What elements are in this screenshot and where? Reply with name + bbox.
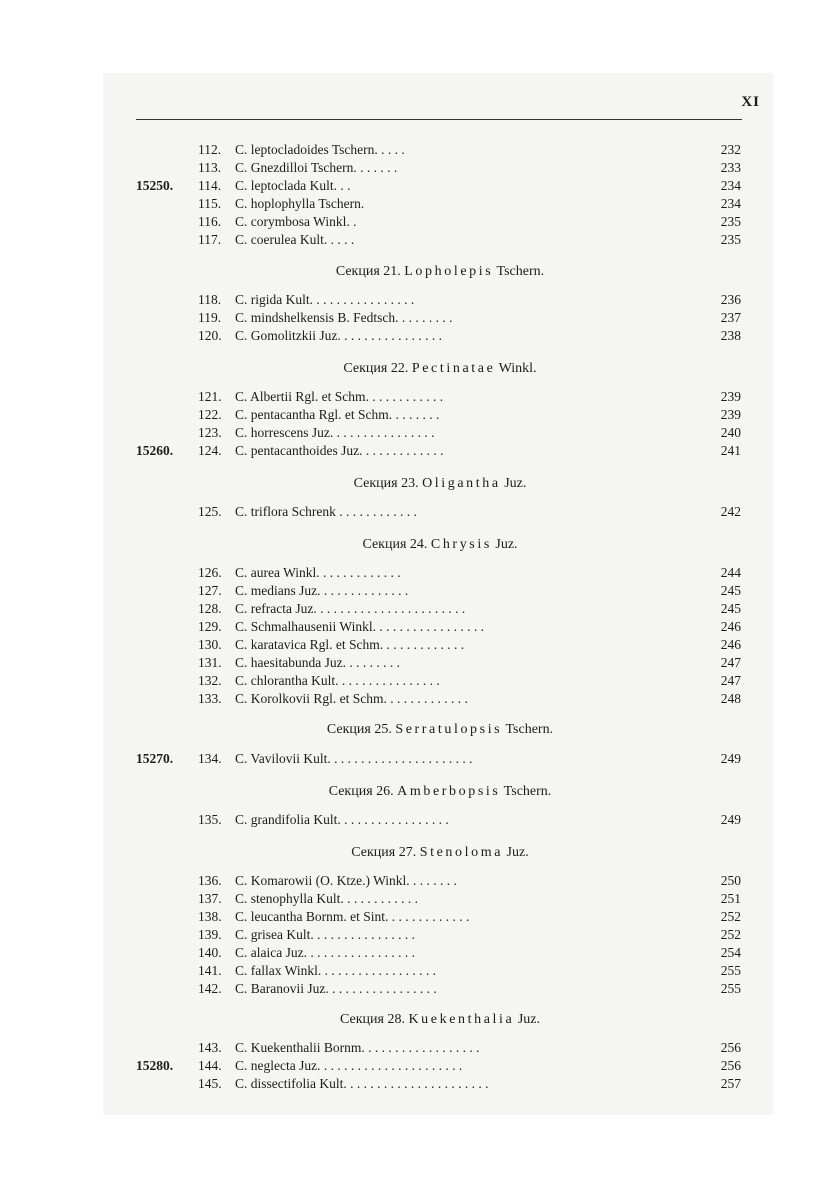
- species-name: C. neglecta Juz. . . . . . . . . . . . . . . . . . . . . .: [235, 1058, 463, 1073]
- list-item: [0, 231, 840, 249]
- page-ref: 235: [720, 214, 741, 229]
- section-label: Секция 23.: [353, 476, 419, 491]
- species-name: C. refracta Juz. . . . . . . . . . . . . . . . . . . . . . .: [235, 601, 466, 616]
- archive-number: 15280.: [136, 1058, 174, 1073]
- species-name: C. pentacantha Rgl. et Schm. . . . . . . .: [235, 407, 440, 422]
- list-item: [0, 672, 840, 690]
- section-name: Oligantha: [422, 476, 501, 491]
- section-name: Amberbopsis: [397, 784, 501, 799]
- section-label: Секция 26.: [328, 784, 394, 799]
- species-name: C. Gnezdilloi Tschern. . . . . . .: [235, 160, 398, 175]
- species-name: C. Albertii Rgl. et Schm. . . . . . . . . . . .: [235, 389, 444, 404]
- archive-number: 15270.: [136, 751, 174, 766]
- list-item: [0, 690, 840, 708]
- header-rule: [136, 119, 742, 120]
- list-item: [0, 1075, 840, 1093]
- page-ref: 252: [720, 927, 741, 942]
- list-item: [0, 962, 840, 980]
- page-ref: 252: [720, 909, 741, 924]
- page-ref: 236: [720, 292, 741, 307]
- list-item: [0, 177, 840, 195]
- list-item: [0, 327, 840, 345]
- section-label: Секция 22.: [343, 361, 409, 376]
- list-item: [0, 1057, 840, 1075]
- list-item: [0, 618, 840, 636]
- section-name: Serratulopsis: [395, 722, 503, 737]
- species-name: C. medians Juz. . . . . . . . . . . . . .: [235, 583, 409, 598]
- section-author: Juz.: [495, 537, 518, 552]
- list-item: [0, 159, 840, 177]
- section-heading: [0, 843, 840, 863]
- list-item: [0, 442, 840, 460]
- section-author: Tschern.: [496, 264, 545, 279]
- section-label: Секция 24.: [362, 537, 428, 552]
- section-author: Tschern.: [505, 722, 554, 737]
- species-name: C. Schmalhausenii Winkl. . . . . . . . . . . . . . . . .: [235, 619, 484, 634]
- page-ref: 245: [720, 601, 741, 616]
- species-name: C. grandifolia Kult. . . . . . . . . . . . . . . . .: [235, 812, 449, 827]
- entry-number: 130.: [198, 637, 222, 652]
- entry-number: 136.: [198, 873, 222, 888]
- page-ref: 245: [720, 583, 741, 598]
- species-name: C. Korolkovii Rgl. et Schm. . . . . . . . . . . . .: [235, 691, 468, 706]
- entry-number: 122.: [198, 407, 222, 422]
- entry-number: 135.: [198, 812, 222, 827]
- page-ref: 254: [720, 945, 741, 960]
- page-ref: 248: [720, 691, 741, 706]
- page-ref: 234: [720, 178, 741, 193]
- archive-number: 15250.: [136, 178, 174, 193]
- section-heading: [0, 535, 840, 555]
- entry-number: 112.: [198, 142, 222, 157]
- section-heading: [0, 262, 840, 282]
- section-name: Kuekenthalia: [408, 1012, 515, 1027]
- species-name: C. Baranovii Juz. . . . . . . . . . . . . . . . .: [235, 981, 437, 996]
- species-name: C. dissectifolia Kult. . . . . . . . . . . . . . . . . . . . . .: [235, 1076, 489, 1091]
- list-item: [0, 1039, 840, 1057]
- section-label: Секция 28.: [340, 1012, 405, 1027]
- species-name: C. chlorantha Kult. . . . . . . . . . . . . . . .: [235, 673, 440, 688]
- list-item: [0, 503, 840, 521]
- entry-number: 144.: [198, 1058, 222, 1073]
- page-number: XI: [741, 94, 760, 110]
- page-ref: 256: [720, 1040, 741, 1055]
- section-name: Pectinatae: [411, 361, 496, 376]
- section-author: Juz.: [506, 845, 529, 860]
- species-name: C. mindshelkensis B. Fedtsch. . . . . . . . .: [235, 310, 453, 325]
- species-name: C. alaica Juz. . . . . . . . . . . . . . . . .: [235, 945, 415, 960]
- page-ref: 257: [720, 1076, 741, 1091]
- entry-number: 123.: [198, 425, 222, 440]
- species-name: C. rigida Kult. . . . . . . . . . . . . . . .: [235, 292, 415, 307]
- species-name: C. haesitabunda Juz. . . . . . . . .: [235, 655, 400, 670]
- list-item: [0, 291, 840, 309]
- list-item: [0, 750, 840, 768]
- page-ref: 256: [720, 1058, 741, 1073]
- entry-number: 131.: [198, 655, 222, 670]
- species-name: C. karatavica Rgl. et Schm. . . . . . . . . . . . .: [235, 637, 465, 652]
- page-ref: 241: [720, 443, 741, 458]
- section-name: Lopholepis: [404, 264, 494, 279]
- entry-number: 140.: [198, 945, 222, 960]
- entry-number: 141.: [198, 963, 222, 978]
- species-name: C. fallax Winkl. . . . . . . . . . . . . . . . . .: [235, 963, 436, 978]
- list-item: [0, 406, 840, 424]
- page-ref: 247: [720, 655, 741, 670]
- section-heading: [0, 1010, 840, 1030]
- list-item: [0, 654, 840, 672]
- list-item: [0, 980, 840, 998]
- entry-number: 116.: [198, 214, 222, 229]
- page-ref: 247: [720, 673, 741, 688]
- species-name: C. coerulea Kult. . . . .: [235, 232, 355, 247]
- section-heading: [0, 720, 840, 740]
- page-ref: 242: [720, 504, 741, 519]
- species-name: C. stenophylla Kult. . . . . . . . . . . .: [235, 891, 418, 906]
- species-name: C. horrescens Juz. . . . . . . . . . . . . . . .: [235, 425, 435, 440]
- entry-number: 121.: [198, 389, 222, 404]
- list-item: [0, 213, 840, 231]
- section-heading: [0, 782, 840, 802]
- section-author: Tschern.: [503, 784, 552, 799]
- entry-number: 115.: [198, 196, 222, 211]
- list-item: [0, 141, 840, 159]
- page-ref: 238: [720, 328, 741, 343]
- page-ref: 239: [720, 407, 741, 422]
- entry-number: 139.: [198, 927, 222, 942]
- entry-number: 133.: [198, 691, 222, 706]
- list-item: [0, 309, 840, 327]
- page-ref: 246: [720, 637, 741, 652]
- entry-number: 145.: [198, 1076, 222, 1091]
- page-ref: 249: [720, 812, 741, 827]
- entry-number: 113.: [198, 160, 222, 175]
- entry-number: 143.: [198, 1040, 222, 1055]
- entry-number: 119.: [198, 310, 222, 325]
- section-name: Stenoloma: [419, 845, 504, 860]
- list-item: [0, 944, 840, 962]
- entry-number: 125.: [198, 504, 222, 519]
- entry-number: 142.: [198, 981, 222, 996]
- entry-number: 127.: [198, 583, 222, 598]
- section-author: Juz.: [517, 1012, 540, 1027]
- entry-number: 114.: [198, 178, 222, 193]
- page-ref: 246: [720, 619, 741, 634]
- page-ref: 240: [720, 425, 741, 440]
- section-heading: [0, 474, 840, 494]
- entry-number: 138.: [198, 909, 222, 924]
- species-name: C. Komarowii (O. Ktze.) Winkl. . . . . . . .: [235, 873, 457, 888]
- entry-number: 128.: [198, 601, 222, 616]
- list-item: [0, 636, 840, 654]
- section-label: Секция 21.: [335, 264, 401, 279]
- species-name: C. aurea Winkl. . . . . . . . . . . . .: [235, 565, 401, 580]
- page-ref: 244: [720, 565, 741, 580]
- entry-number: 124.: [198, 443, 222, 458]
- entry-number: 118.: [198, 292, 222, 307]
- list-item: [0, 890, 840, 908]
- list-item: [0, 872, 840, 890]
- species-name: C. leptocladoides Tschern. . . . .: [235, 142, 405, 157]
- entry-number: 117.: [198, 232, 222, 247]
- section-name: Chrysis: [430, 537, 492, 552]
- entry-number: 137.: [198, 891, 222, 906]
- list-item: [0, 564, 840, 582]
- entry-number: 134.: [198, 751, 222, 766]
- list-item: [0, 811, 840, 829]
- page-ref: 250: [720, 873, 741, 888]
- list-item: [0, 926, 840, 944]
- section-heading: [0, 359, 840, 379]
- species-name: C. pentacanthoides Juz. . . . . . . . . . . . .: [235, 443, 444, 458]
- page-ref: 255: [720, 963, 741, 978]
- page-ref: 233: [720, 160, 741, 175]
- species-name: C. hoplophylla Tschern.: [235, 196, 365, 211]
- entry-number: 132.: [198, 673, 222, 688]
- list-item: [0, 424, 840, 442]
- section-label: Секция 27.: [351, 845, 417, 860]
- page-ref: 235: [720, 232, 741, 247]
- list-item: [0, 600, 840, 618]
- section-label: Секция 25.: [326, 722, 392, 737]
- page-ref: 232: [720, 142, 741, 157]
- species-name: C. leptoclada Kult. . .: [235, 178, 351, 193]
- section-author: Winkl.: [498, 361, 537, 376]
- page-ref: 237: [720, 310, 741, 325]
- section-author: Juz.: [504, 476, 527, 491]
- page-ref: 255: [720, 981, 741, 996]
- page-ref: 239: [720, 389, 741, 404]
- page-ref: 249: [720, 751, 741, 766]
- list-item: [0, 582, 840, 600]
- entry-number: 120.: [198, 328, 222, 343]
- species-name: C. triflora Schrenk . . . . . . . . . . . .: [235, 504, 417, 519]
- page-ref: 234: [720, 196, 741, 211]
- species-name: C. Gomolitzkii Juz. . . . . . . . . . . . . . . .: [235, 328, 442, 343]
- list-item: [0, 908, 840, 926]
- list-item: [0, 195, 840, 213]
- species-name: C. Kuekenthalii Bornm. . . . . . . . . . . . . . . . . .: [235, 1040, 480, 1055]
- entry-number: 126.: [198, 565, 222, 580]
- page-ref: 251: [720, 891, 741, 906]
- species-name: C. Vavilovii Kult. . . . . . . . . . . . . . . . . . . . . .: [235, 751, 473, 766]
- entry-number: 129.: [198, 619, 222, 634]
- archive-number: 15260.: [136, 443, 174, 458]
- list-item: [0, 388, 840, 406]
- species-name: C. leucantha Bornm. et Sint. . . . . . . . . . . . .: [235, 909, 470, 924]
- species-name: C. grisea Kult. . . . . . . . . . . . . . . .: [235, 927, 415, 942]
- species-name: C. corymbosa Winkl. .: [235, 214, 357, 229]
